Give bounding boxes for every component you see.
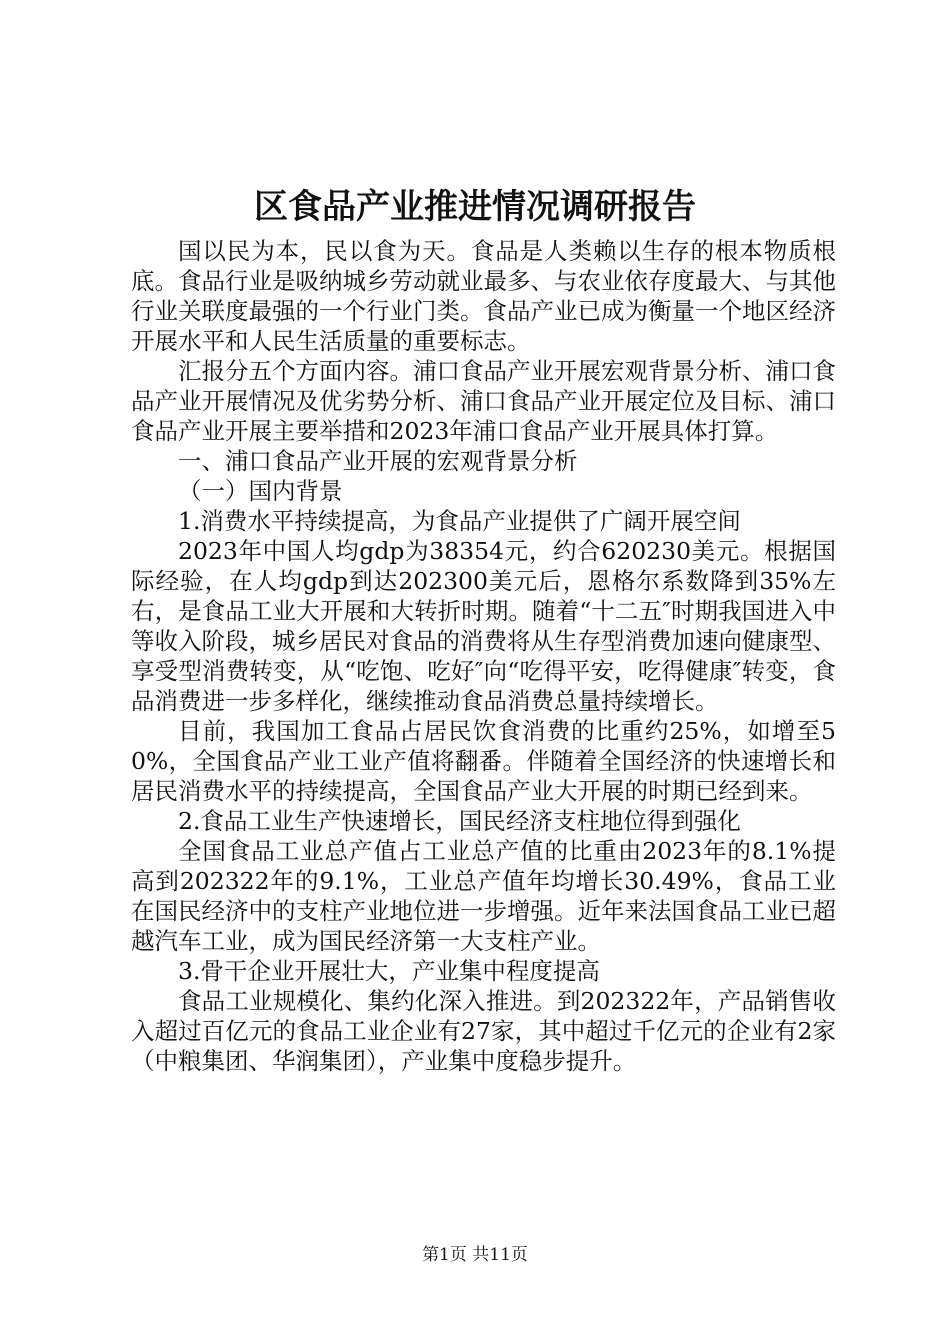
point-heading-1: 1.消费水平持续提高，为食品产业提供了广阔开展空间 xyxy=(178,507,741,535)
section-heading-1: 一、浦口食品产业开展的宏观背景分析 xyxy=(178,447,578,475)
point-heading-2: 2.食品工业生产快速增长，国民经济支柱地位得到强化 xyxy=(178,807,741,835)
paragraph-report-outline: 汇报分五个方面内容。浦口食品产业开展宏观背景分析、浦口食品产业开展情况及优劣势分析、浦口食品产业开展定位及目标、浦口食品产业开展主要举措和2023年浦口食品产业开展具体打算。 xyxy=(131,357,836,445)
document-body xyxy=(131,236,836,1076)
paragraph-industry-growth: 全国食品工业总产值占工业总产值的比重由2023年的8.1%提高到202322年的9.1%，工业总产值年均增长30.49%，食品工业在国民经济中的支柱产业地位进一步增强。近年来法国食品工业已超越汽车工业，成为国民经济第一大支柱产业。 xyxy=(131,837,836,955)
point-heading-3: 3.骨干企业开展壮大，产业集中程度提高 xyxy=(178,957,600,985)
paragraph-intro: 国以民为本，民以食为天。食品是人类赖以生存的根本物质根底。食品行业是吸纳城乡劳动就业最多、与农业依存度最大、与其他行业关联度最强的一个行业门类。食品产业已成为衡量一个地区经济开展水平和人民生活质量的重要标志。 xyxy=(131,237,836,355)
paragraph-key-enterprises: 食品工业规模化、集约化深入推进。到202322年，产品销售收入超过百亿元的食品工业企业有27家，其中超过千亿元的企业有2家（中粮集团、华润集团），产业集中度稳步提升。 xyxy=(131,987,836,1075)
subsection-heading-domestic: （一）国内背景 xyxy=(178,477,343,505)
page-number-footer: 第1页 共11页 xyxy=(422,1245,528,1265)
paragraph-consumption: 2023年中国人均gdp为38354元，约合620230美元。根据国际经验，在人均gdp到达202300美元后，恩格尔系数降到35%左右，是食品工业大开展和大转折时期。随着“十二五″时期我国进入中等收入阶段，城乡居民对食品的消费将从生存型消费加速向健康型、享受型消费转变，从“吃饱、吃好″向“吃得平安，吃得健康″转变，食品消费进一步多样化，继续推动食品消费总量持续增长。 xyxy=(131,537,836,715)
paragraph-processed-food: 目前，我国加工食品占居民饮食消费的比重约25%，如增至50%，全国食品产业工业产值将翻番。伴随着全国经济的快速增长和居民消费水平的持续提高，全国食品产业大开展的时期已经到来。 xyxy=(131,717,836,805)
page-title: 区食品产业推进情况调研报告 xyxy=(254,187,696,227)
